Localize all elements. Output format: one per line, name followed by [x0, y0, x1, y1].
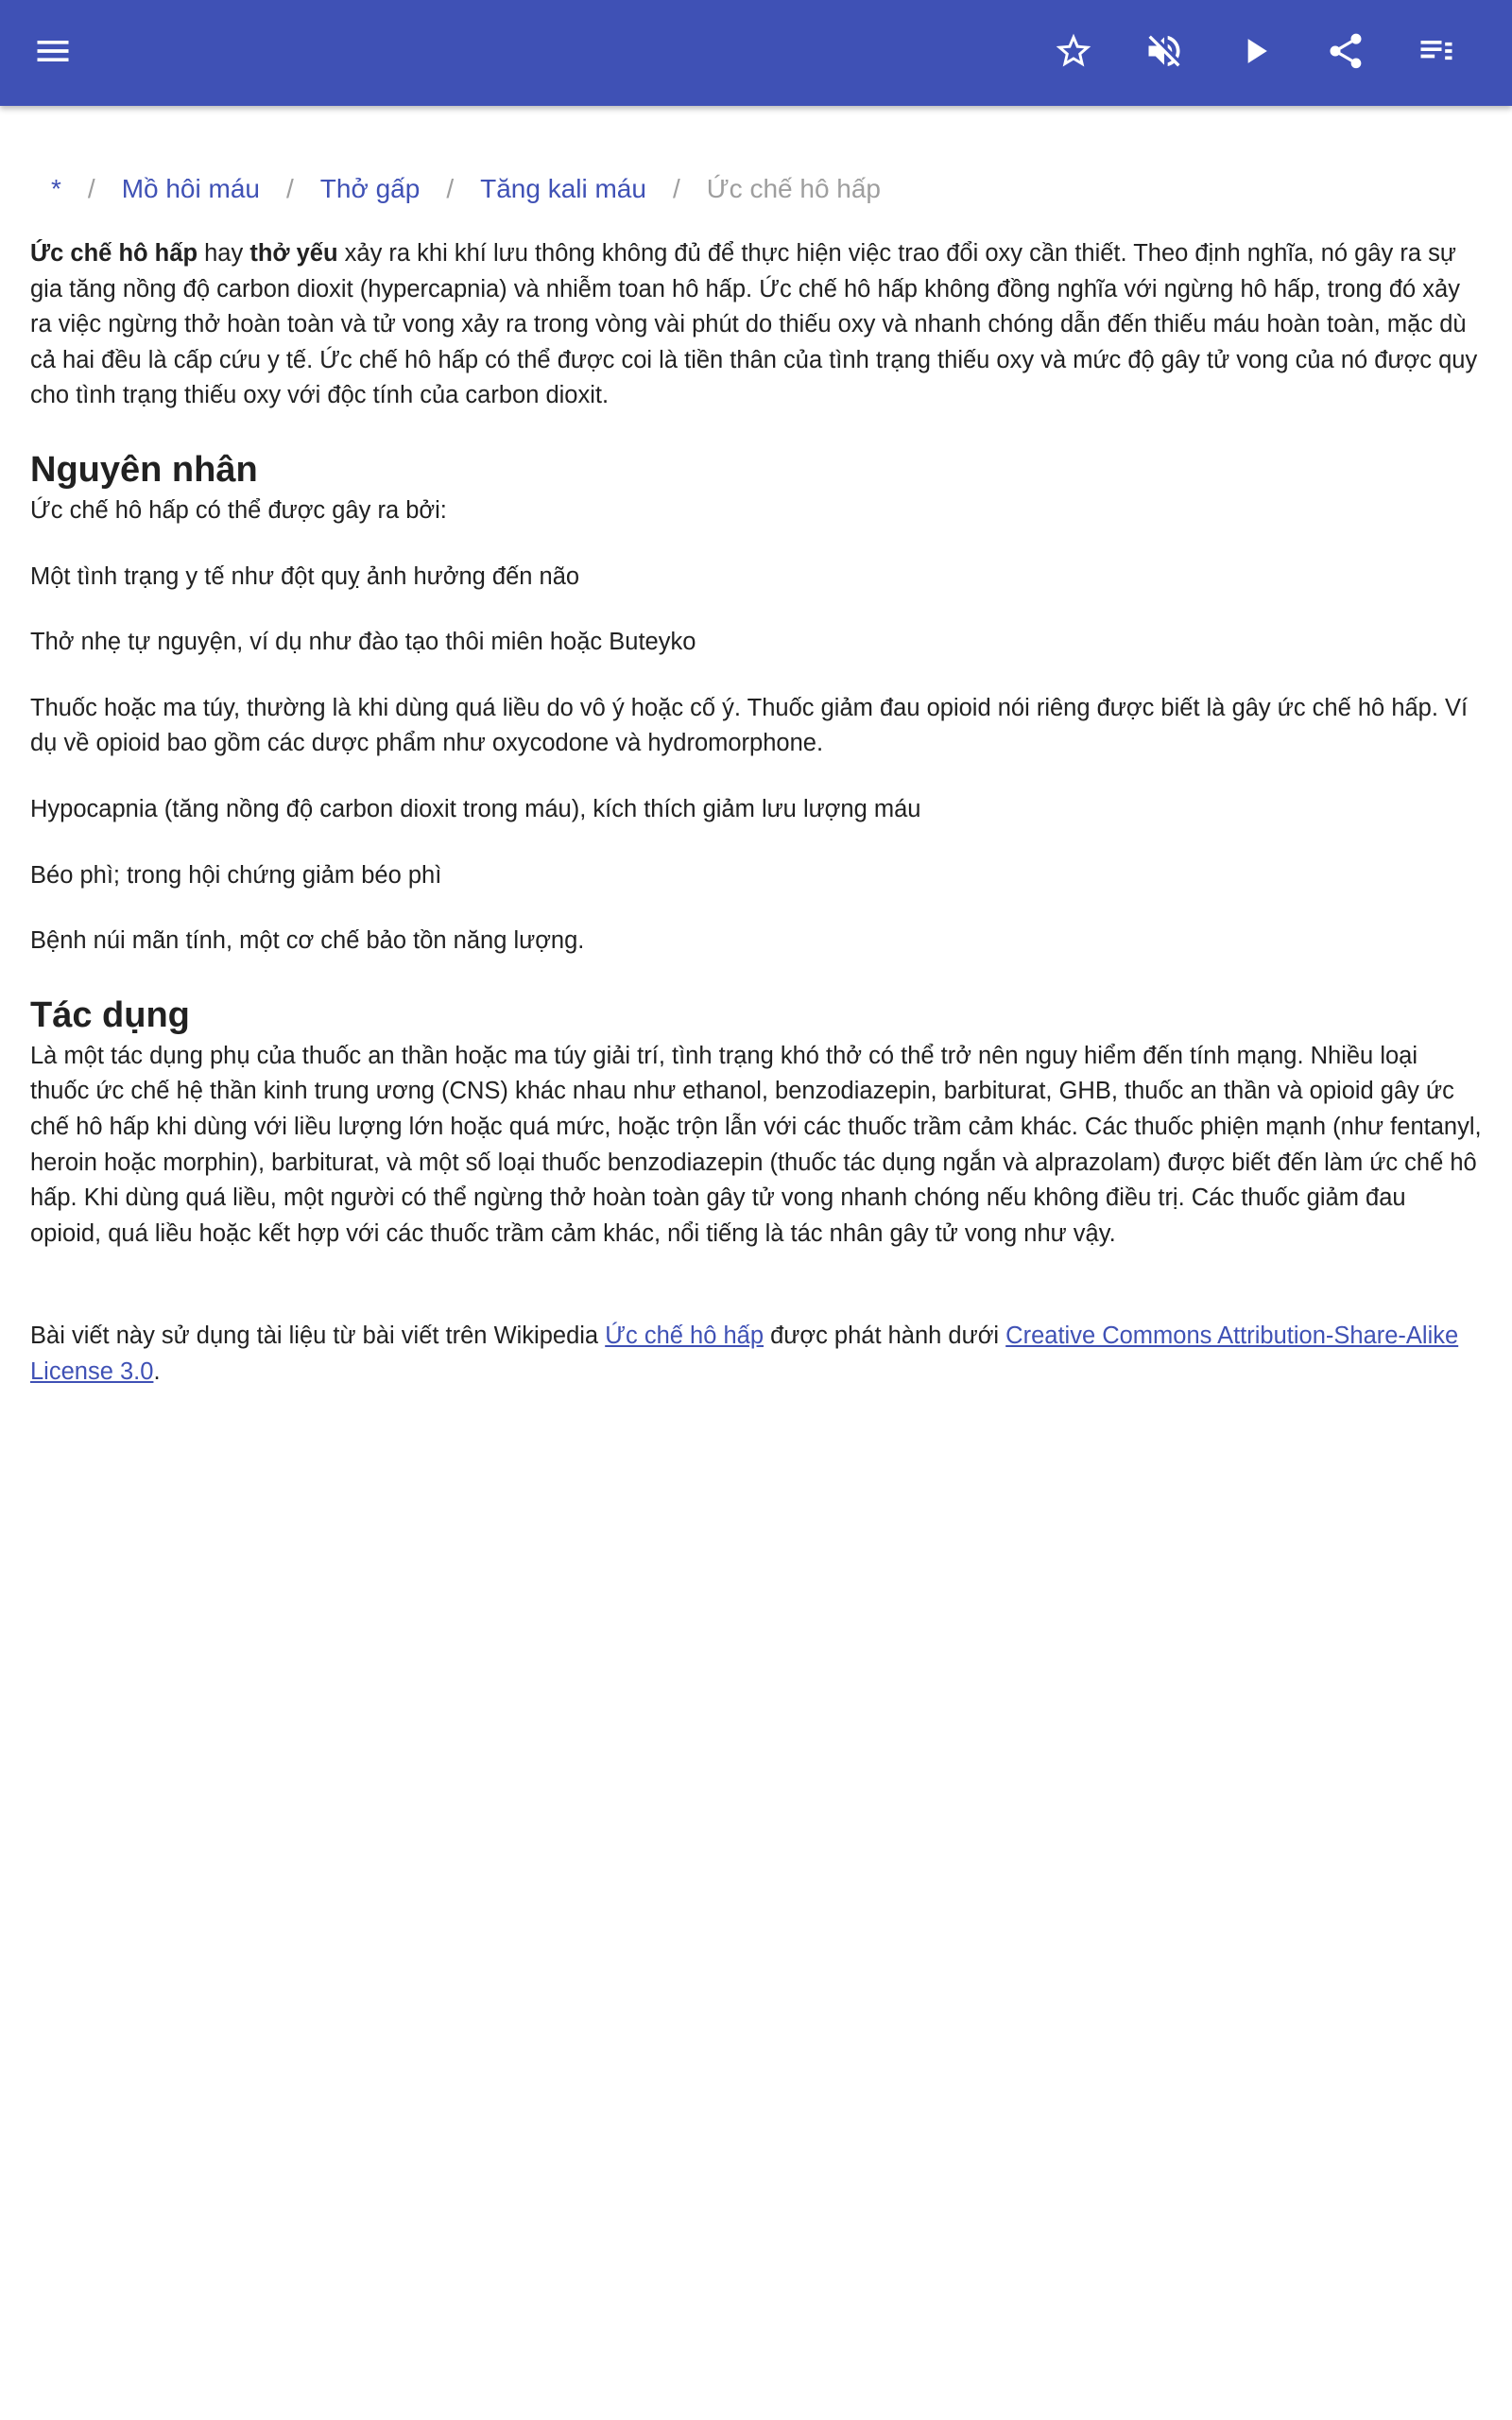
favorite-button[interactable] — [1043, 23, 1104, 83]
app-bar — [0, 0, 1512, 106]
attribution-prefix: Bài viết này sử dụng tài liệu từ bài viết trên Wikipedia — [30, 1322, 606, 1350]
cause-item: Bệnh núi mãn tính, một cơ chế bảo tồn năng lượng. — [30, 927, 585, 955]
share-button[interactable] — [1315, 23, 1376, 83]
cause-item: Hypocapnia (tăng nồng độ carbon dioxit trong máu), kích thích giảm lưu lượng máu — [30, 795, 921, 822]
attribution-paragraph — [30, 1319, 1482, 1390]
license-link[interactable]: Creative Commons Attribution-Share-Alike License 3.0 — [30, 1322, 1459, 1385]
playlist-button[interactable] — [1406, 23, 1467, 83]
playlist-icon — [1416, 30, 1457, 77]
breadcrumb-separator: / — [672, 174, 680, 203]
menu-icon — [32, 30, 74, 77]
cause-item: Thuốc hoặc ma túy, thường là khi dùng quá liều do vô ý hoặc cố ý. Thuốc giảm đau opioid nói riêng được biết là gây ức chế hô hấp. Ví dụ về opioid bao gồm các dược phẩm như oxycodone và hydromorphone. — [30, 694, 1469, 757]
breadcrumb-home[interactable]: * — [51, 174, 61, 203]
cause-item: Béo phì; trong hội chứng giảm béo phì — [30, 861, 442, 889]
causes-heading: Nguyên nhân — [30, 449, 258, 490]
breadcrumb-separator: / — [446, 174, 455, 203]
intro-text: xảy ra khi khí lưu thông không đủ để thực hiện việc trao đổi oxy cần thiết. Theo định nghĩa, nó gây ra sự gia tăng nồng độ carbon dioxit (hypercapnia) và nhiễm toan hô hấp. Ức chế hô hấp không đồng nghĩa với ngừng hô hấp, trong đó xảy ra việc ngừng thở hoàn toàn và tử vong xảy ra trong vòng vài phút do thiếu oxy và nhanh chóng dẫn đến thiếu máu hoàn toàn, mặc dù cả hai đều là cấp cứu y tế. Ức chế hô hấp có thể được coi là tiền thân của tình trạng thiếu oxy và mức độ gây tử vong của nó được quy cho tình trạng thiếu oxy với độc tính của carbon dioxit. — [30, 240, 1478, 409]
wikipedia-article-link[interactable]: Ức chế hô hấp — [605, 1322, 765, 1350]
breadcrumb — [30, 168, 1482, 210]
volume-off-icon — [1143, 30, 1185, 77]
alt-term-bold: thở yếu — [249, 240, 338, 267]
breadcrumb-item-tang-kali-mau[interactable]: Tăng kali máu — [480, 174, 646, 203]
attribution-middle: được phát hành dưới — [764, 1322, 1006, 1350]
effects-heading: Tác dụng — [30, 994, 190, 1035]
term-bold: Ức chế hô hấp — [30, 240, 198, 267]
intro-paragraph — [30, 236, 1482, 414]
share-icon — [1325, 30, 1366, 77]
breadcrumb-separator: / — [285, 174, 294, 203]
breadcrumb-separator: / — [87, 174, 95, 203]
cause-item: Thở nhẹ tự nguyện, ví dụ như đào tạo thôi miên hoặc Buteyko — [30, 629, 696, 656]
mute-button[interactable] — [1134, 23, 1194, 83]
attribution-suffix: . — [153, 1357, 161, 1385]
causes-lead: Ức chế hô hấp có thể được gây ra bởi: — [30, 496, 447, 524]
cause-item: Một tình trạng y tế như đột quỵ ảnh hưởng đến não — [30, 562, 580, 590]
article-content — [30, 106, 1482, 1390]
breadcrumb-current: Ức chế hô hấp — [706, 174, 882, 203]
breadcrumb-item-mo-hoi-mau[interactable]: Mồ hôi máu — [121, 174, 260, 203]
star-outline-icon — [1053, 30, 1094, 77]
intro-text: hay — [198, 240, 250, 267]
breadcrumb-item-tho-gap[interactable]: Thở gấp — [319, 174, 421, 203]
play-icon — [1234, 30, 1276, 77]
effects-paragraph: Là một tác dụng phụ của thuốc an thần hoặc ma túy giải trí, tình trạng khó thở có thể trở nên nguy hiểm đến tính mạng. Nhiều loại thuốc ức chế hệ thần kinh trung ương (CNS) khác nhau như ethanol, benzodiazepin, barbiturat, GHB, thuốc an thần và opioid gây ức chế hô hấp khi dùng với liều lượng lớn hoặc quá mức, hoặc trộn lẫn với các thuốc trầm cảm khác. Các thuốc phiện mạnh (như fentanyl, heroin hoặc morphin), barbiturat, và một số loại thuốc benzodiazepin (thuốc tác dụng ngắn và alprazolam) được biết đến làm ức chế hô hấp. Khi dùng quá liều, một người có thể ngừng thở hoàn toàn gây tử vong nhanh chóng nếu không điều trị. Các thuốc giảm đau opioid, quá liều hoặc kết hợp với các thuốc trầm cảm khác, nổi tiếng là tác nhân gây tử vong như vậy. — [30, 1042, 1482, 1247]
play-button[interactable] — [1225, 23, 1285, 83]
menu-button[interactable] — [23, 23, 83, 83]
